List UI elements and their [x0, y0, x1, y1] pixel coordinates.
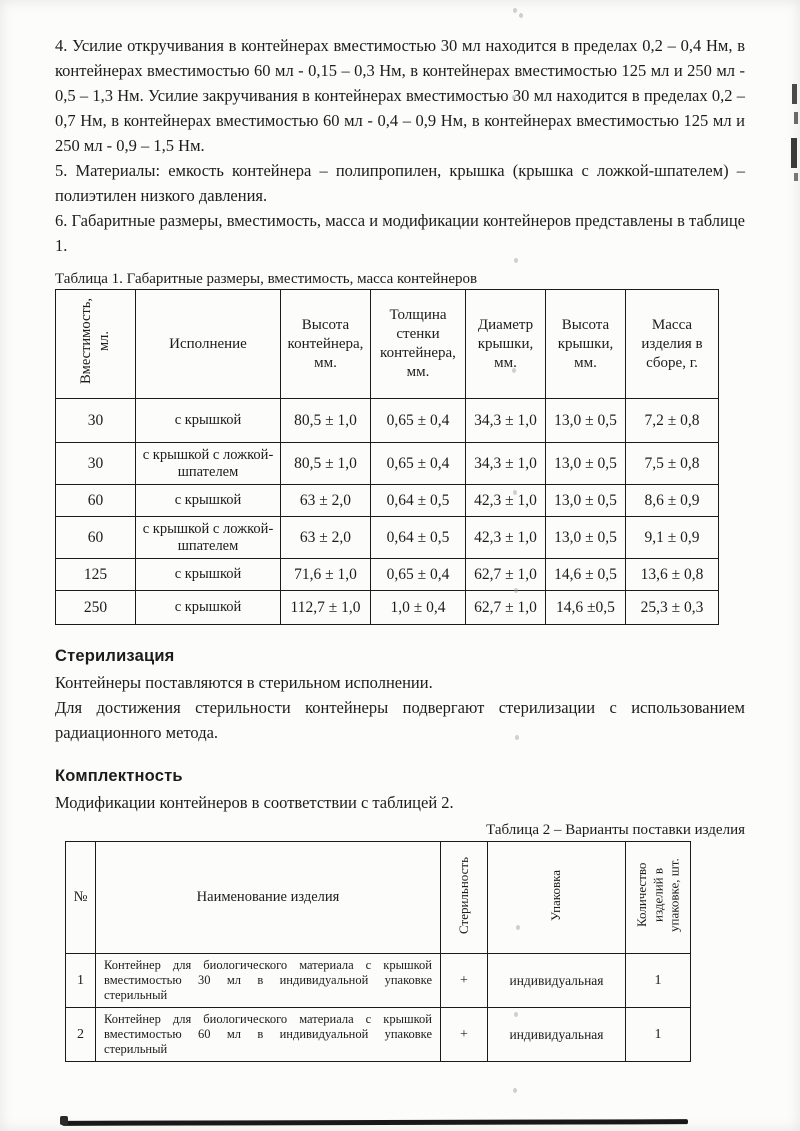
table-cell: 0,65 ± 0,4: [371, 559, 466, 591]
table-cell: 42,3 ± 1,0: [466, 485, 546, 517]
sterilization-line-1: Контейнеры поставляются в стерильном исполнении.: [55, 673, 433, 692]
table-row: [66, 1008, 691, 1062]
scan-artifact-bottom-line: [62, 1119, 688, 1126]
heading-sterilization: Стерилизация: [55, 647, 175, 665]
table-cell: 63 ± 2,0: [281, 485, 371, 517]
table-row: [56, 485, 719, 517]
table-cell: 14,6 ± 0,5: [546, 559, 626, 591]
table-row: [66, 954, 691, 1008]
table-cell: Контейнер для биологического материала с крышкой вместимостью 60 мл в индивидуальной упаковке стерильный: [96, 1008, 441, 1062]
table-cell: 13,0 ± 0,5: [546, 485, 626, 517]
table-cell: с крышкой: [136, 591, 281, 625]
table-cell: 2: [66, 1008, 96, 1062]
heading-completeness: Комплектность: [55, 767, 183, 785]
table-cell: 13,0 ± 0,5: [546, 517, 626, 559]
table-cell: 250: [56, 591, 136, 625]
table-cell: 60: [56, 485, 136, 517]
table2-header-row: [66, 842, 691, 954]
table2-caption: Таблица 2 – Варианты поставки изделия: [486, 822, 745, 838]
table1-caption: Таблица 1. Габаритные размеры, вместимость, масса контейнеров: [55, 271, 478, 287]
table-row: [56, 399, 719, 443]
table-cell: 30: [56, 443, 136, 485]
table-cell: 9,1 ± 0,9: [626, 517, 719, 559]
table1-header: [56, 290, 136, 399]
table-cell: 7,5 ± 0,8: [626, 443, 719, 485]
table-cell: 1: [66, 954, 96, 1008]
table-row: [56, 591, 719, 625]
dimensions-table-head: [56, 290, 719, 399]
table-cell: 42,3 ± 1,0: [466, 517, 546, 559]
table-cell: 13,0 ± 0,5: [546, 443, 626, 485]
paragraph-torque: 4. Усилие откручивания в контейнерах вместимостью 30 мл находится в пределах 0,2 – 0,4 Нм, в контейнерах вместимостью 60 мл - 0,15 – 0,3 Нм, в контейнерах вместимостью 125 мл и 250 мл - 0,5 – 1,3 Нм. Усилие закручивания в контейнерах вместимостью 30 мл находится в пределах 0,2 – 0,7 Нм, в контейнерах вместимостью 60 мл - 0,4 – 0,9 Нм, в контейнерах вместимостью 125 мл и 250 мл - 0,9 – 1,5 Нм.: [55, 36, 745, 155]
table2-header: [488, 842, 626, 954]
table-cell: 125: [56, 559, 136, 591]
table-cell: с крышкой: [136, 399, 281, 443]
table-cell: 60: [56, 517, 136, 559]
table-cell: индивидуальная: [488, 1008, 626, 1062]
table-cell: 1: [626, 954, 691, 1008]
table-cell: 34,3 ± 1,0: [466, 443, 546, 485]
table-cell: 0,64 ± 0,5: [371, 517, 466, 559]
table2-header: [441, 842, 488, 954]
table-cell: 0,64 ± 0,5: [371, 485, 466, 517]
table-cell: с крышкой с ложкой-шпателем: [136, 443, 281, 485]
table-cell: 80,5 ± 1,0: [281, 399, 371, 443]
paragraph-dimensions-intro: 6. Габаритные размеры, вместимость, масса и модификации контейнеров представлены в таблице 1.: [55, 211, 745, 255]
table-cell: 62,7 ± 1,0: [466, 559, 546, 591]
table1-header-row: [56, 290, 719, 399]
table-cell: индивидуальная: [488, 954, 626, 1008]
dimensions-table: [55, 289, 719, 625]
table-cell: 13,0 ± 0,5: [546, 399, 626, 443]
table-cell: 30: [56, 399, 136, 443]
scan-artifact-fold-mark: [513, 1088, 517, 1093]
table-row: [56, 443, 719, 485]
dimensions-table-body: [56, 399, 719, 625]
vertical-header-label: Количество изделий в упаковке, шт.: [633, 858, 682, 932]
table-cell: с крышкой: [136, 485, 281, 517]
table-cell: с крышкой с ложкой-шпателем: [136, 517, 281, 559]
vertical-header-label: Упаковка: [548, 869, 564, 921]
vertical-header-label: Стерильность: [455, 856, 471, 934]
table-cell: 1,0 ± 0,4: [371, 591, 466, 625]
sterilization-line-2: Для достижения стерильности контейнеры подвергают стерилизации с использованием радиационного метода.: [55, 698, 745, 742]
table-cell: 25,3 ± 0,3: [626, 591, 719, 625]
table1-header: Диаметр крышки, мм.: [466, 290, 546, 399]
table-cell: 0,65 ± 0,4: [371, 399, 466, 443]
table-row: [56, 559, 719, 591]
completeness-line: Модификации контейнеров в соответствии с таблицей 2.: [55, 793, 454, 812]
table1-header: Высота контейнера, мм.: [281, 290, 371, 399]
table-cell: 13,6 ± 0,8: [626, 559, 719, 591]
table1-header: Высота крышки, мм.: [546, 290, 626, 399]
table2-header: [626, 842, 691, 954]
delivery-options-table: [65, 841, 691, 1062]
scan-artifact-bottom-blob: [60, 1116, 68, 1125]
table-cell: 14,6 ±0,5: [546, 591, 626, 625]
delivery-options-table-body: [66, 954, 691, 1062]
paragraph-materials: 5. Материалы: емкость контейнера – полипропилен, крышка (крышка с ложкой-шпателем) – полиэтилен низкого давления.: [55, 161, 745, 205]
table1-header: Толщина стенки контейнера, мм.: [371, 290, 466, 399]
delivery-options-table-head: [66, 842, 691, 954]
table-cell: 80,5 ± 1,0: [281, 443, 371, 485]
table-cell: 62,7 ± 1,0: [466, 591, 546, 625]
table-cell: 112,7 ± 1,0: [281, 591, 371, 625]
table-cell: Контейнер для биологического материала с крышкой вместимостью 30 мл в индивидуальной упаковке стерильный: [96, 954, 441, 1008]
table-cell: 34,3 ± 1,0: [466, 399, 546, 443]
table-cell: 63 ± 2,0: [281, 517, 371, 559]
table-cell: 71,6 ± 1,0: [281, 559, 371, 591]
table-row: [56, 517, 719, 559]
table-cell: +: [441, 1008, 488, 1062]
table-cell: 0,65 ± 0,4: [371, 443, 466, 485]
table1-header: Масса изделия в сборе, г.: [626, 290, 719, 399]
table2-header: Наименование изделия: [96, 842, 441, 954]
table2-header: №: [66, 842, 96, 954]
table1-header: Исполнение: [136, 290, 281, 399]
table-cell: 7,2 ± 0,8: [626, 399, 719, 443]
vertical-header-label: Вместимость, мл.: [78, 298, 113, 384]
table-cell: +: [441, 954, 488, 1008]
table-cell: 1: [626, 1008, 691, 1062]
table-cell: 8,6 ± 0,9: [626, 485, 719, 517]
table-cell: с крышкой: [136, 559, 281, 591]
